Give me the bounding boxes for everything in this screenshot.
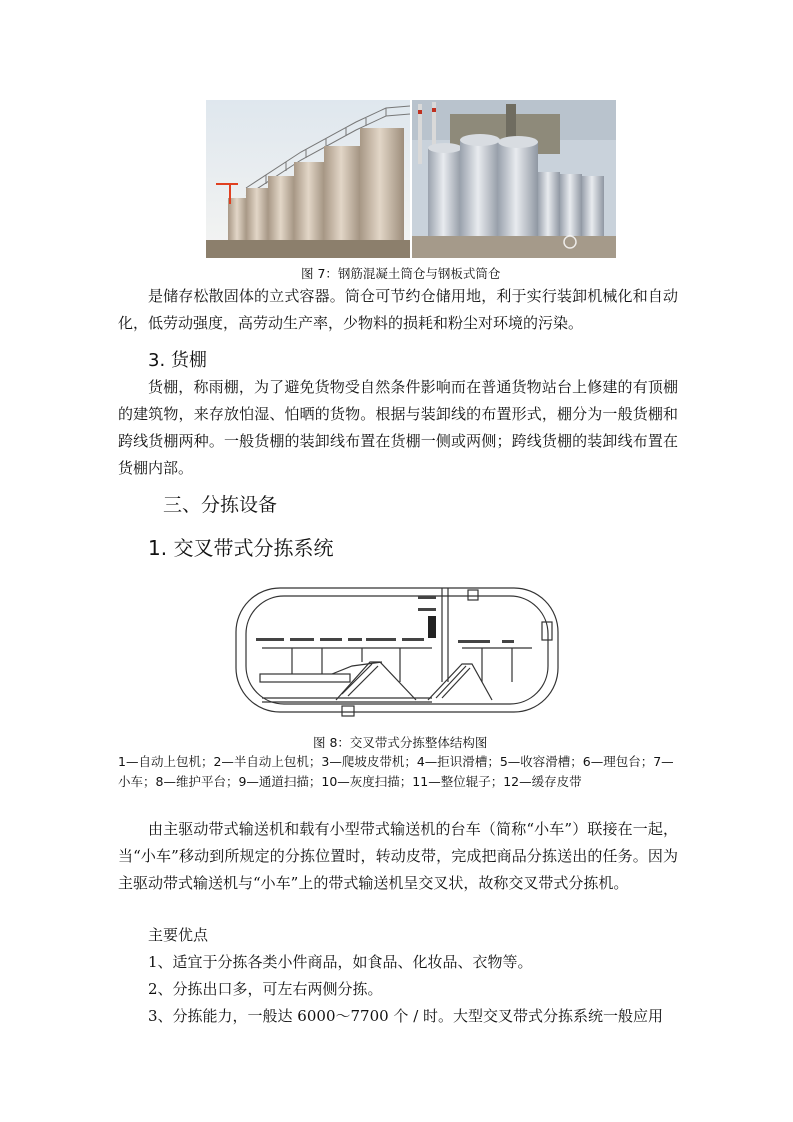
chapter-heading-sorting: 三、分拣设备 bbox=[163, 494, 278, 516]
steel-silo-photo bbox=[412, 100, 616, 258]
advantages-title: 主要优点 bbox=[148, 926, 209, 944]
section-heading-cross-belt: 1. 交叉带式分拣系统 bbox=[148, 536, 334, 560]
silo-photo bbox=[206, 100, 616, 258]
paragraph-cross-belt: 由主驱动带式输送机和载有小型带式输送机的台车（简称“小车”）联接在一起，当“小车”移动到所规定的分拣位置时，转动皮带，完成把商品分拣送出的任务。因为主驱动带式输送机与“小车”上的带式输送机呈交叉状，故称交叉带式分拣机。 bbox=[118, 820, 678, 892]
figure-7-caption: 图 7：钢筋混凝土筒仓与钢板式筒仓 bbox=[301, 266, 501, 281]
paragraph-silo: 是储存松散固体的立式容器。筒仓可节约仓储用地，利于实行装卸机械化和自动化，低劳动强度，高劳动生产率，少物料的损耗和粉尘对环境的污染。 bbox=[118, 287, 678, 332]
paragraph-shed: 货棚，称雨棚，为了避免货物受自然条件影响而在普通货物站台上修建的有顶棚的建筑物，来存放怕湿、怕晒的货物。根据与装卸线的布置形式，棚分为一般货棚和跨线货棚两种。一般货棚的装卸线布置在货棚一侧或两侧；跨线货棚的装卸线布置在货棚内部。 bbox=[118, 378, 678, 477]
concrete-silo-photo bbox=[206, 100, 410, 258]
section-heading-shed: 3. 货棚 bbox=[148, 350, 207, 371]
figure-8-caption: 图 8：交叉带式分拣整体结构图 bbox=[313, 735, 488, 750]
figure-8-legend: 1—自动上包机；2—半自动上包机；3—爬坡皮带机；4—拒识滑槽；5—收容滑槽；6—理包台；7—小车；8—维护平台；9—通道扫描；10—灰度扫描；11—整位辊子；12—缓存皮带 bbox=[118, 754, 674, 789]
cross-belt-sorter-diagram bbox=[232, 582, 564, 722]
advantage-item-2: 2、分拣出口多，可左右两侧分拣。 bbox=[148, 980, 383, 998]
advantage-item-1: 1、适宜于分拣各类小件商品，如食品、化妆品、衣物等。 bbox=[148, 953, 533, 971]
advantage-item-3: 3、分拣能力，一般达 6000～7700 个 / 时。大型交叉带式分拣系统一般应用 bbox=[148, 1007, 664, 1025]
